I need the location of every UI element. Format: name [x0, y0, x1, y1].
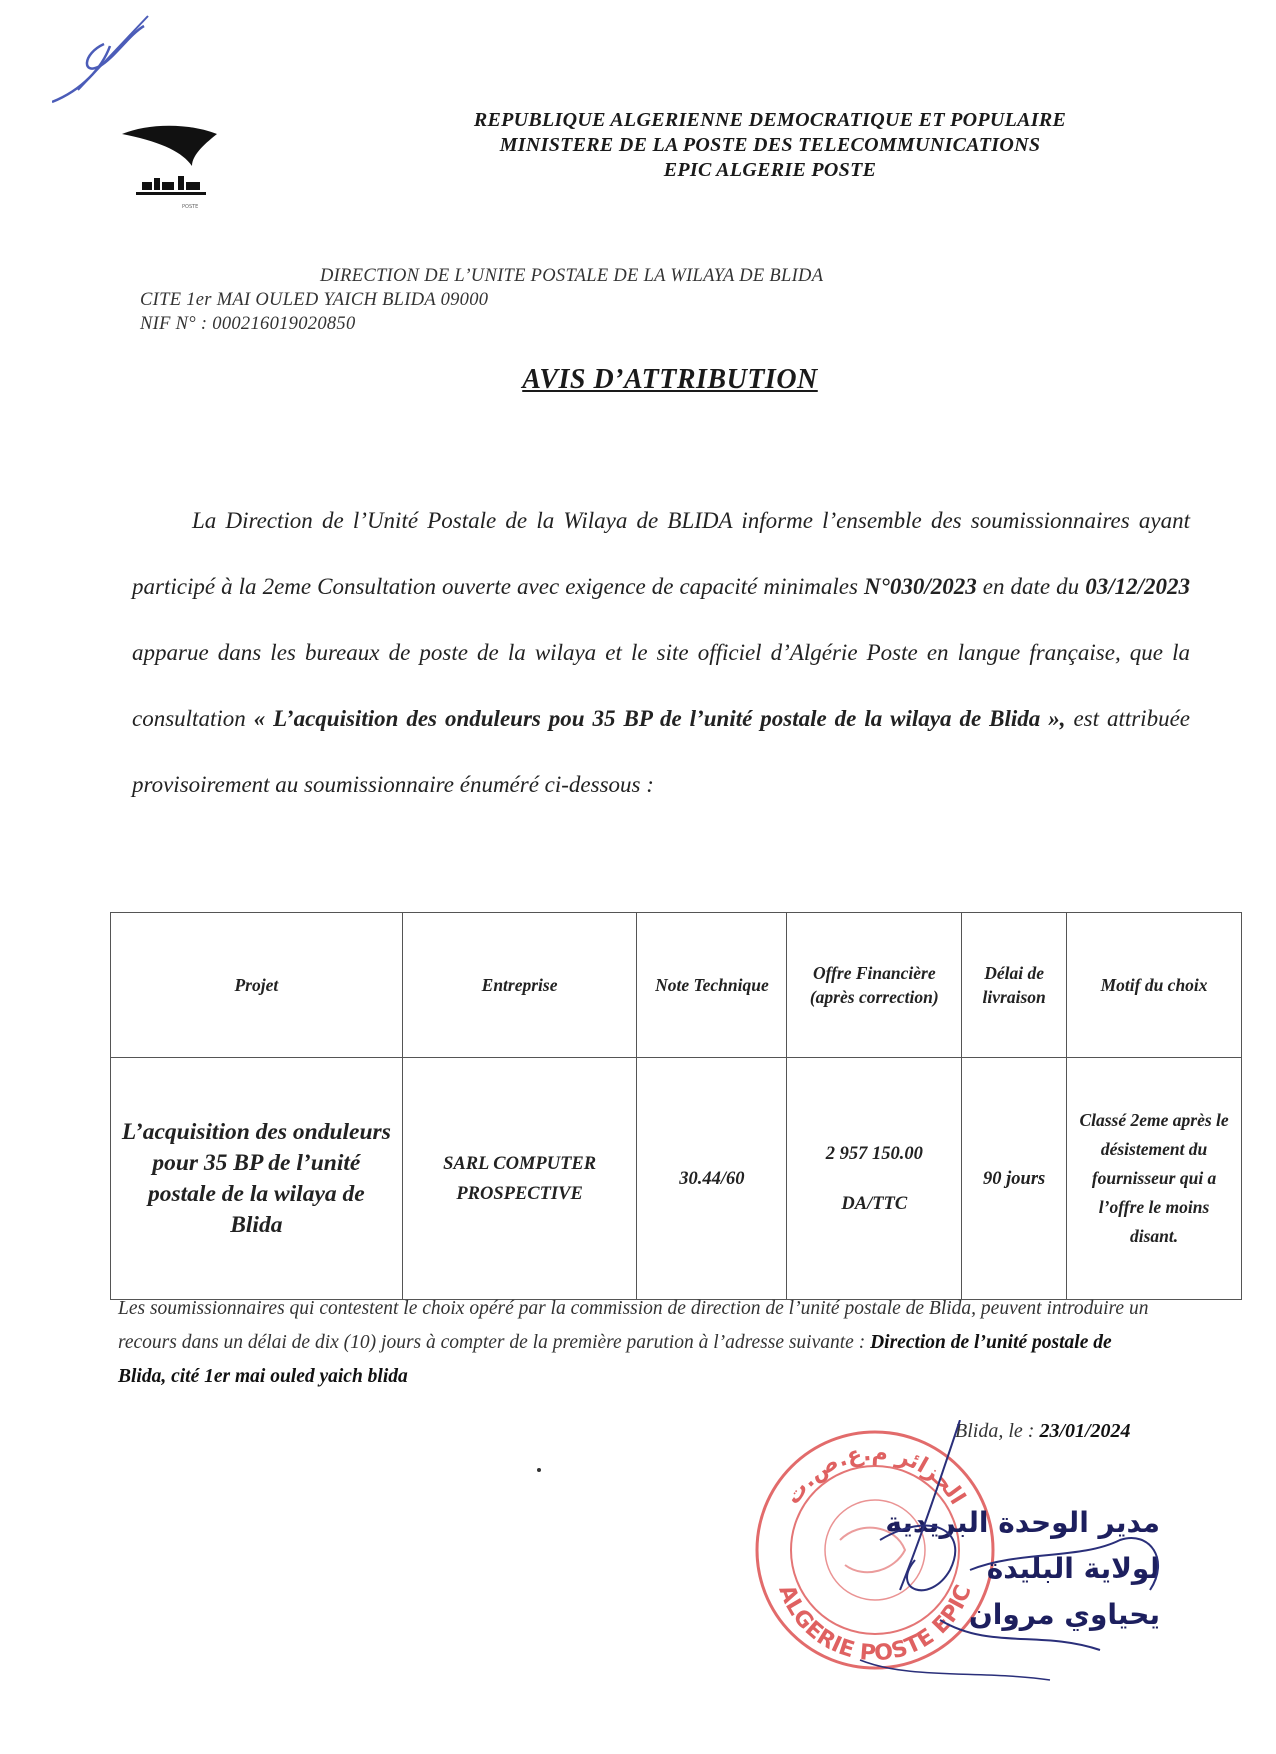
recourse-address: Direction de l’unité postale de Blida, cité 1er mai ouled yaich blida: [118, 1332, 1112, 1387]
header-line-epic: EPIC ALGERIE POSTE: [663, 159, 877, 181]
body-date-prefix: en date du: [976, 574, 1086, 599]
body-publication: apparue dans les bureaux de poste de la wilaya et le site officiel d’Algérie Poste en langue française, que la consultation: [132, 640, 1190, 731]
stamp-bottom-text: ALGERIE POSTE EPIC: [773, 1581, 977, 1667]
issuer-block: [140, 264, 940, 336]
consultation-reference: N°030/2023: [864, 574, 977, 599]
cell-projet: L’acquisition des onduleurs pour 35 BP de l’unité postale de la wilaya de Blida: [111, 1058, 403, 1300]
signature-date-value: 23/01/2024: [1039, 1420, 1131, 1442]
consultation-object: « L’acquisition des onduleurs pou 35 BP de l’unité postale de la wilaya de Blida »,: [253, 706, 1066, 731]
award-table: [110, 912, 1242, 1300]
cell-note: 30.44/60: [637, 1058, 787, 1300]
table-header-row: [111, 913, 1242, 1058]
poste-swoosh-icon: [122, 124, 232, 224]
signatory-name: يحياوي مروان: [968, 1598, 1160, 1631]
issuer-direction: DIRECTION DE L’UNITE POSTALE DE LA WILAYA DE BLIDA: [320, 266, 824, 286]
col-header-note: Note Technique: [637, 913, 787, 1058]
table-row: [111, 1058, 1242, 1300]
col-header-motif: Motif du choix: [1067, 913, 1242, 1058]
issuer-address: CITE 1er MAI OULED YAICH BLIDA 09000: [140, 290, 489, 310]
consultation-date: 03/12/2023: [1085, 574, 1190, 599]
cell-delai: 90 jours: [962, 1058, 1067, 1300]
offre-unit: DA/TTC: [841, 1193, 908, 1214]
document-header: [400, 108, 1140, 183]
body-conclusion: est attribuée provisoirement au soumissionnaire énuméré ci-dessous :: [132, 706, 1190, 797]
cell-entreprise: SARL COMPUTER PROSPECTIVE: [402, 1058, 637, 1300]
title-text: AVIS D’ATTRIBUTION: [522, 364, 818, 395]
recourse-text: Les soumissionnaires qui contestent le choix opéré par la commission de direction de l’unité postale de Blida, peuvent introduire un recours dans un délai de dix (10) jours à compter de la première parution à l’adresse suivante :: [118, 1298, 1149, 1353]
handwritten-signature: [820, 1420, 1190, 1720]
signatory-title: مدير الوحدة البريدية: [885, 1506, 1160, 1539]
body-intro: La Direction de l’Unité Postale de la Wilaya de BLIDA informe l’ensemble des soumissionnaires ayant participé à la 2eme Consultation ouverte avec exigence de capacité minimales: [132, 508, 1190, 599]
col-header-offre: Offre Financière (après correction): [787, 913, 962, 1058]
notice-body: [132, 488, 1190, 818]
signatory-wilaya: لولاية البليدة: [986, 1552, 1160, 1585]
offre-amount: 2 957 150.00: [825, 1143, 923, 1164]
header-line-ministry: MINISTERE DE LA POSTE DES TELECOMMUNICATIONS: [499, 134, 1041, 156]
col-header-entreprise: Entreprise: [402, 913, 637, 1058]
col-header-projet: Projet: [111, 913, 403, 1058]
algerie-poste-logo: [122, 124, 232, 224]
stamp-top-text: الجزائر م.ع.ص.ت: [780, 1440, 970, 1510]
document-title: [0, 364, 1276, 396]
cell-offre: [787, 1058, 962, 1300]
col-header-delai: Délai de livraison: [962, 913, 1067, 1058]
recourse-paragraph: [118, 1292, 1158, 1394]
initial-signature-mark: [52, 10, 172, 110]
ink-dot: [537, 1468, 541, 1472]
logo-caption: POSTE: [182, 204, 199, 210]
issuer-nif: NIF N° : 000216019020850: [140, 314, 356, 334]
cell-motif: Classé 2eme après le désistement du fournisseur qui a l’offre le moins disant.: [1067, 1058, 1242, 1300]
date-prefix: Blida, le :: [955, 1420, 1040, 1442]
header-line-republic: REPUBLIQUE ALGERIENNE DEMOCRATIQUE ET POPULAIRE: [473, 109, 1067, 131]
